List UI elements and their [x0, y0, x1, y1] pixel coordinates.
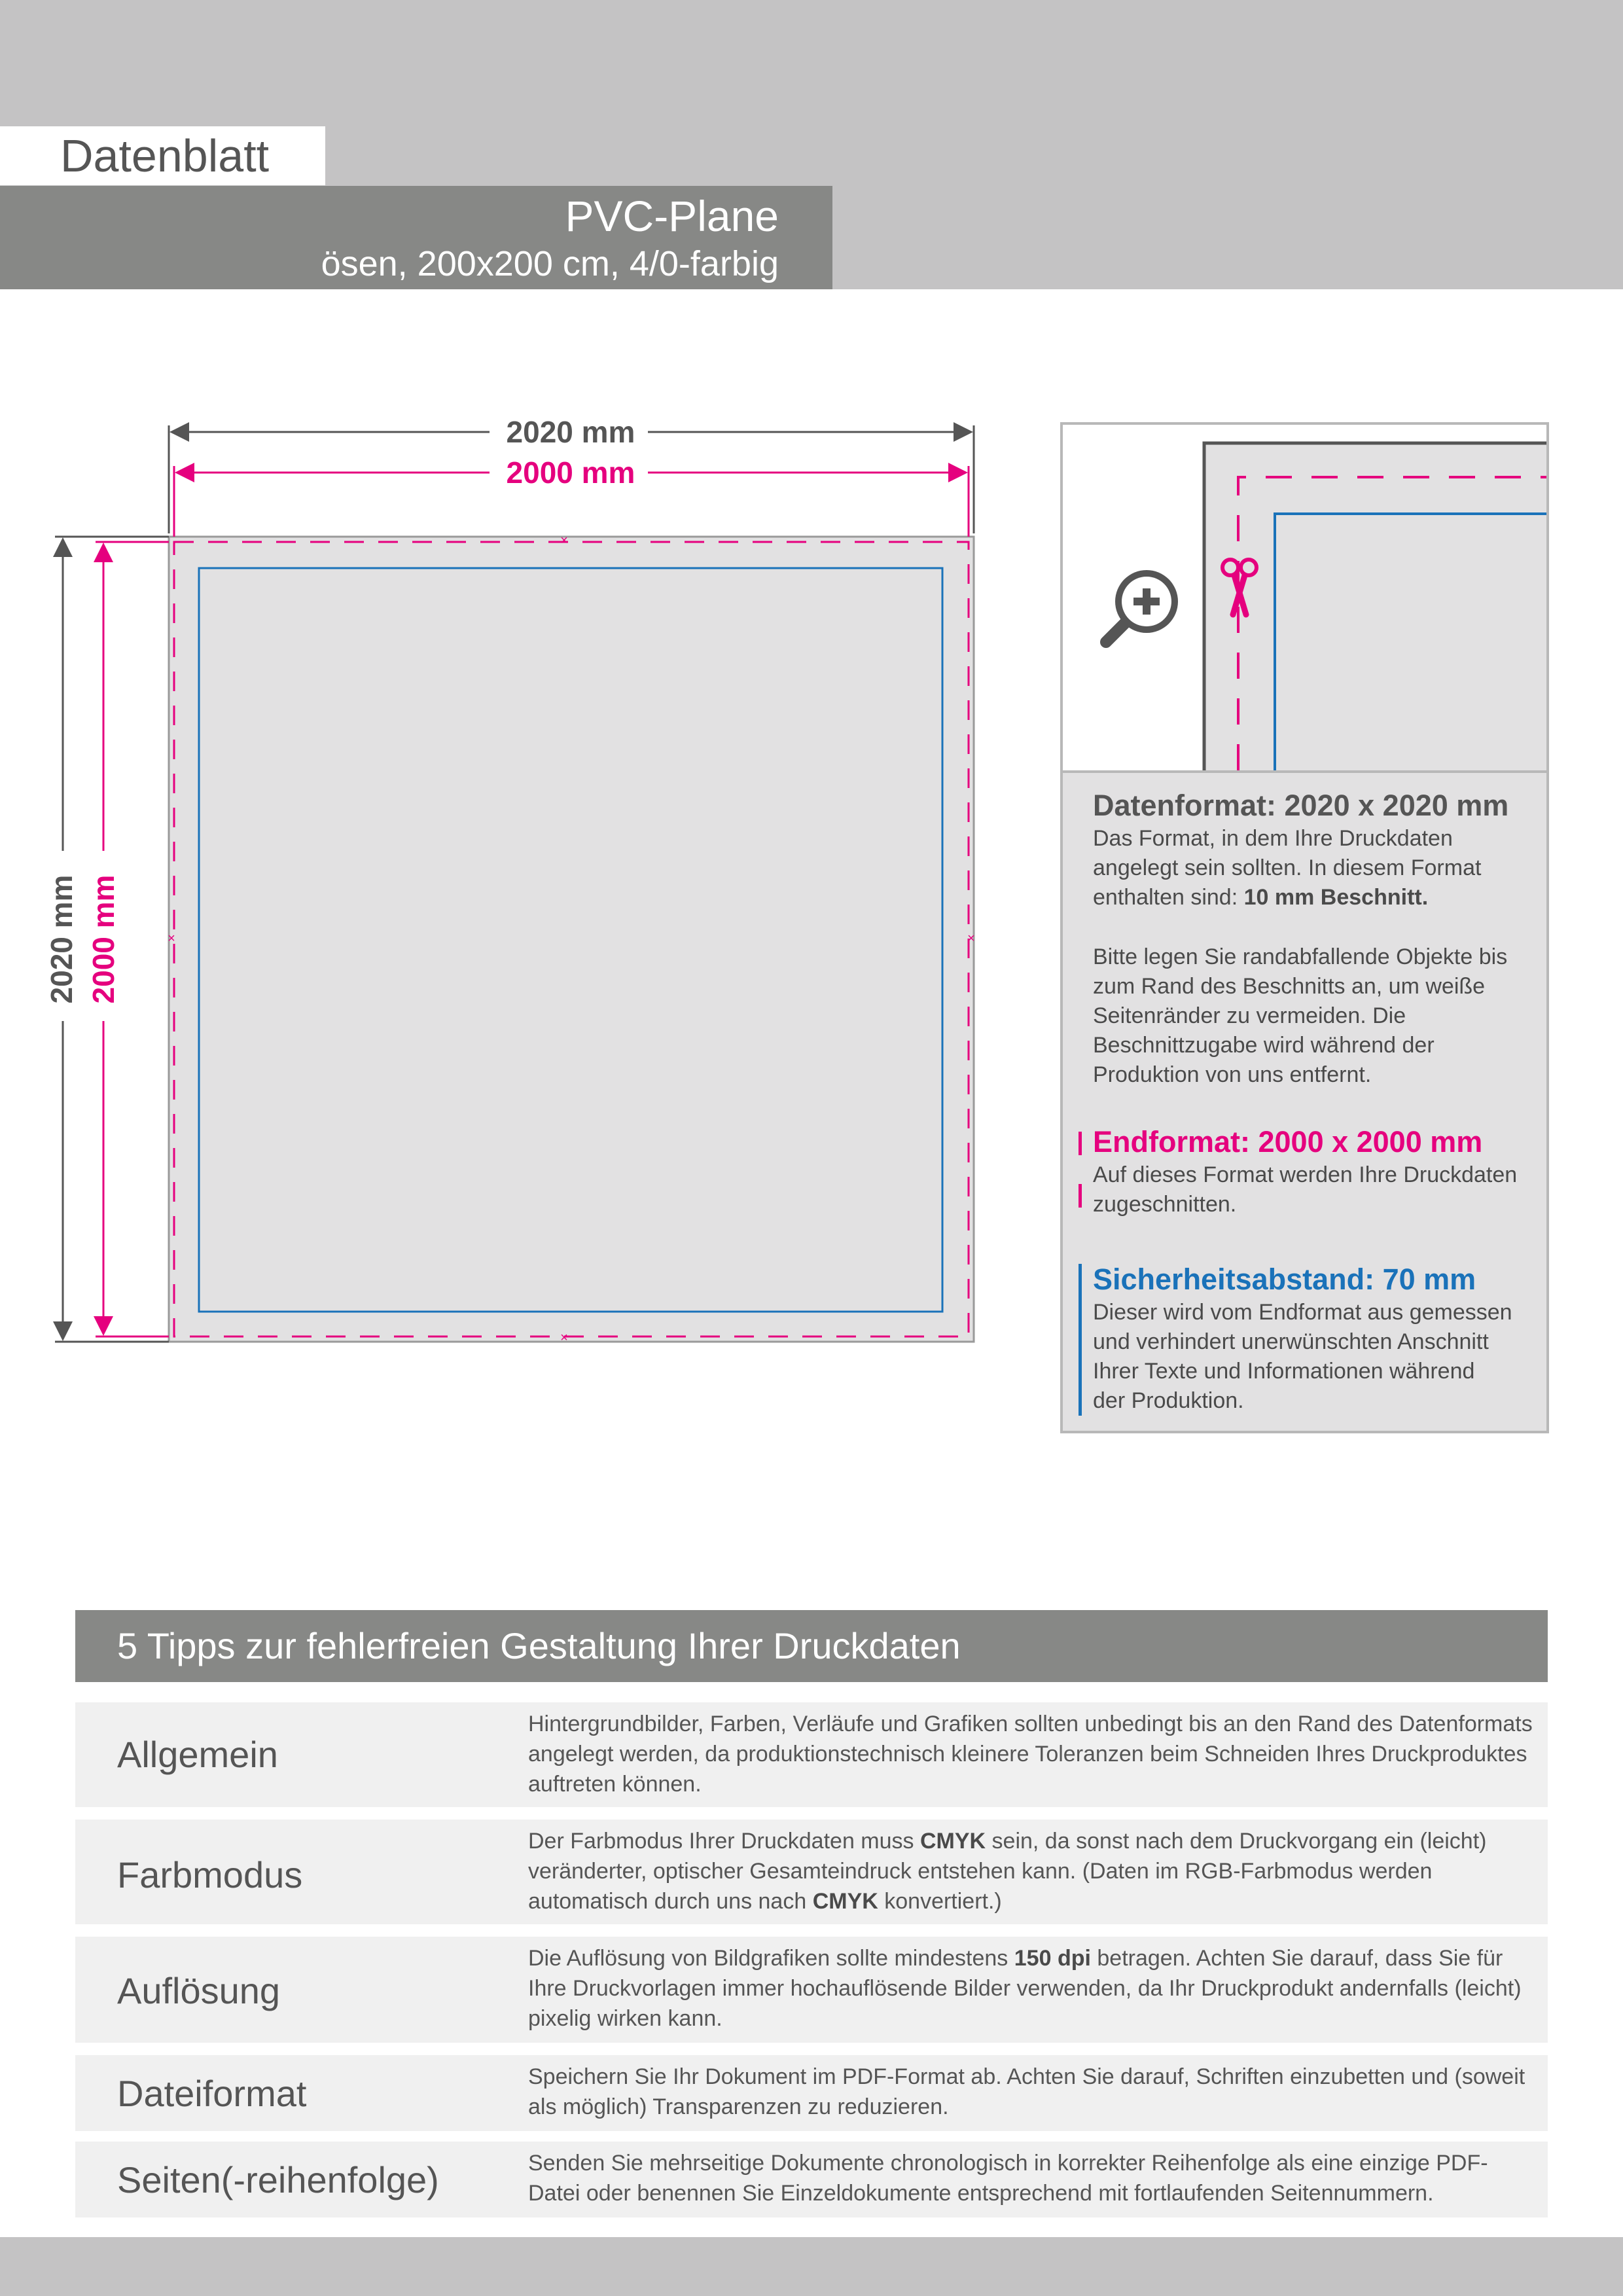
data-format-text-2: Bitte legen Sie randabfallende Objekte bis zum Rand des Beschnitts an, um weiße Seitenränder zu vermeiden. Die Beschnittzugabe wird während der Produktion von uns entfernt. — [1093, 944, 1508, 1087]
tip-text — [528, 1943, 1536, 2034]
datasheet-tab: Datenblatt — [0, 126, 325, 185]
pink-marker-top — [1079, 1132, 1082, 1155]
tip-label: Dateiformat — [117, 2073, 307, 2114]
format-info-panel — [1063, 770, 1546, 1431]
tip-row-farbmodus — [75, 1820, 1548, 1924]
data-height-label: 2020 mm — [45, 874, 79, 1004]
tip-row-allgemein — [75, 1702, 1548, 1807]
tip-text-part: sein, da sonst nach dem Druckvorgang ein (leicht) veränderter, optischer Gesamteindruck entstehen kann. (Daten im RGB-Farbmodus werden automatisch durch uns nach — [528, 1829, 1487, 1914]
product-subtitle: ösen, 200x200 cm, 4/0-farbig — [321, 244, 779, 283]
svg-text:×: × — [560, 1331, 568, 1345]
corner-detail-graphic — [1063, 425, 1546, 770]
final-height-label: 2000 mm — [86, 874, 120, 1004]
final-format-heading: Endformat: 2000 x 2000 mm — [1093, 1125, 1483, 1158]
tip-row-dateiformat — [75, 2055, 1548, 2131]
tip-text: Senden Sie mehrseitige Dokumente chronologisch in korrekter Reihenfolge als eine einzige PDF-Datei oder benennen Sie Einzeldokumente entsprechend mit fortlaufenden Seitennummern. — [528, 2151, 1488, 2206]
tip-label: Seiten(-reihenfolge) — [117, 2159, 439, 2200]
final-format-text: Auf dieses Format werden Ihre Druckdaten zugeschnitten. — [1093, 1162, 1518, 1217]
blue-marker — [1079, 1264, 1082, 1416]
tip-row-seiten — [75, 2142, 1548, 2217]
data-format-text — [1093, 824, 1538, 912]
corner-detail — [1063, 425, 1546, 770]
bleed-bold: 10 mm Beschnitt. — [1243, 885, 1429, 910]
tip-text-part: Die Auflösung von Bildgrafiken sollte mindestens — [528, 1946, 1014, 1971]
tip-text — [528, 1826, 1536, 1916]
tip-text-part: konvertiert.) — [878, 1889, 1002, 1914]
safety-heading: Sicherheitsabstand: 70 mm — [1093, 1263, 1476, 1296]
safety-text: Dieser wird vom Endformat aus gemessen und verhindert unerwünschten Anschnitt Ihrer Texte und Informationen während der Produktion. — [1093, 1300, 1512, 1413]
tip-label: Farbmodus — [117, 1854, 303, 1895]
tip-text-bold: CMYK — [812, 1889, 878, 1914]
format-drawing — [0, 393, 1021, 1374]
svg-text:×: × — [560, 533, 568, 548]
svg-text:×: × — [168, 931, 175, 946]
data-width-label: 2020 mm — [506, 415, 635, 449]
final-format-info — [1093, 1124, 1538, 1219]
tip-label: Auflösung — [117, 1970, 281, 2011]
tip-text: Hintergrundbilder, Farben, Verläufe und Grafiken sollten unbedingt bis an den Rand des Datenformats angelegt werden, da produktionstechnisch kleinere Toleranzen beim Schneiden Ihres Druckproduktes auftreten können. — [528, 1712, 1533, 1797]
format-info-card — [1060, 422, 1549, 1433]
final-width-label: 2000 mm — [506, 456, 635, 490]
tip-label: Allgemein — [117, 1734, 278, 1775]
footer-band — [0, 2237, 1623, 2296]
tip-text-bold: 150 dpi — [1014, 1946, 1091, 1971]
product-title: PVC-Plane — [565, 192, 779, 240]
tip-text: Speichern Sie Ihr Dokument im PDF-Format ab. Achten Sie darauf, Schriften einzubetten und (soweit als möglich) Transparenzen zu reduzieren. — [528, 2064, 1525, 2119]
tip-text-part: Der Farbmodus Ihrer Druckdaten muss — [528, 1829, 920, 1854]
product-title-box — [0, 186, 832, 289]
zoom-plus-icon — [1106, 570, 1178, 642]
tip-text-bold: CMYK — [919, 1829, 986, 1854]
svg-text:×: × — [967, 931, 975, 946]
pink-marker-bottom — [1079, 1184, 1082, 1208]
tip-row-aufloesung — [75, 1937, 1548, 2043]
data-format-info — [1093, 787, 1538, 1090]
tip-text-part: betragen. Achten Sie darauf, dass Sie für Ihre Druckvorlagen immer hochauflösende Bilder verwenden, da Ihr Druckprodukt andernfalls (leicht) pixelig wirken kann. — [528, 1946, 1522, 2031]
tips-title: 5 Tipps zur fehlerfreien Gestaltung Ihrer Druckdaten — [75, 1610, 1548, 1682]
safety-info — [1093, 1261, 1538, 1416]
data-format-text-part: Das Format, in dem Ihre Druckdaten angelegt sein sollten. In diesem Format enthalten sind: — [1093, 826, 1482, 910]
data-format-area — [169, 537, 974, 1342]
data-format-heading: Datenformat: 2020 x 2020 mm — [1093, 789, 1509, 822]
